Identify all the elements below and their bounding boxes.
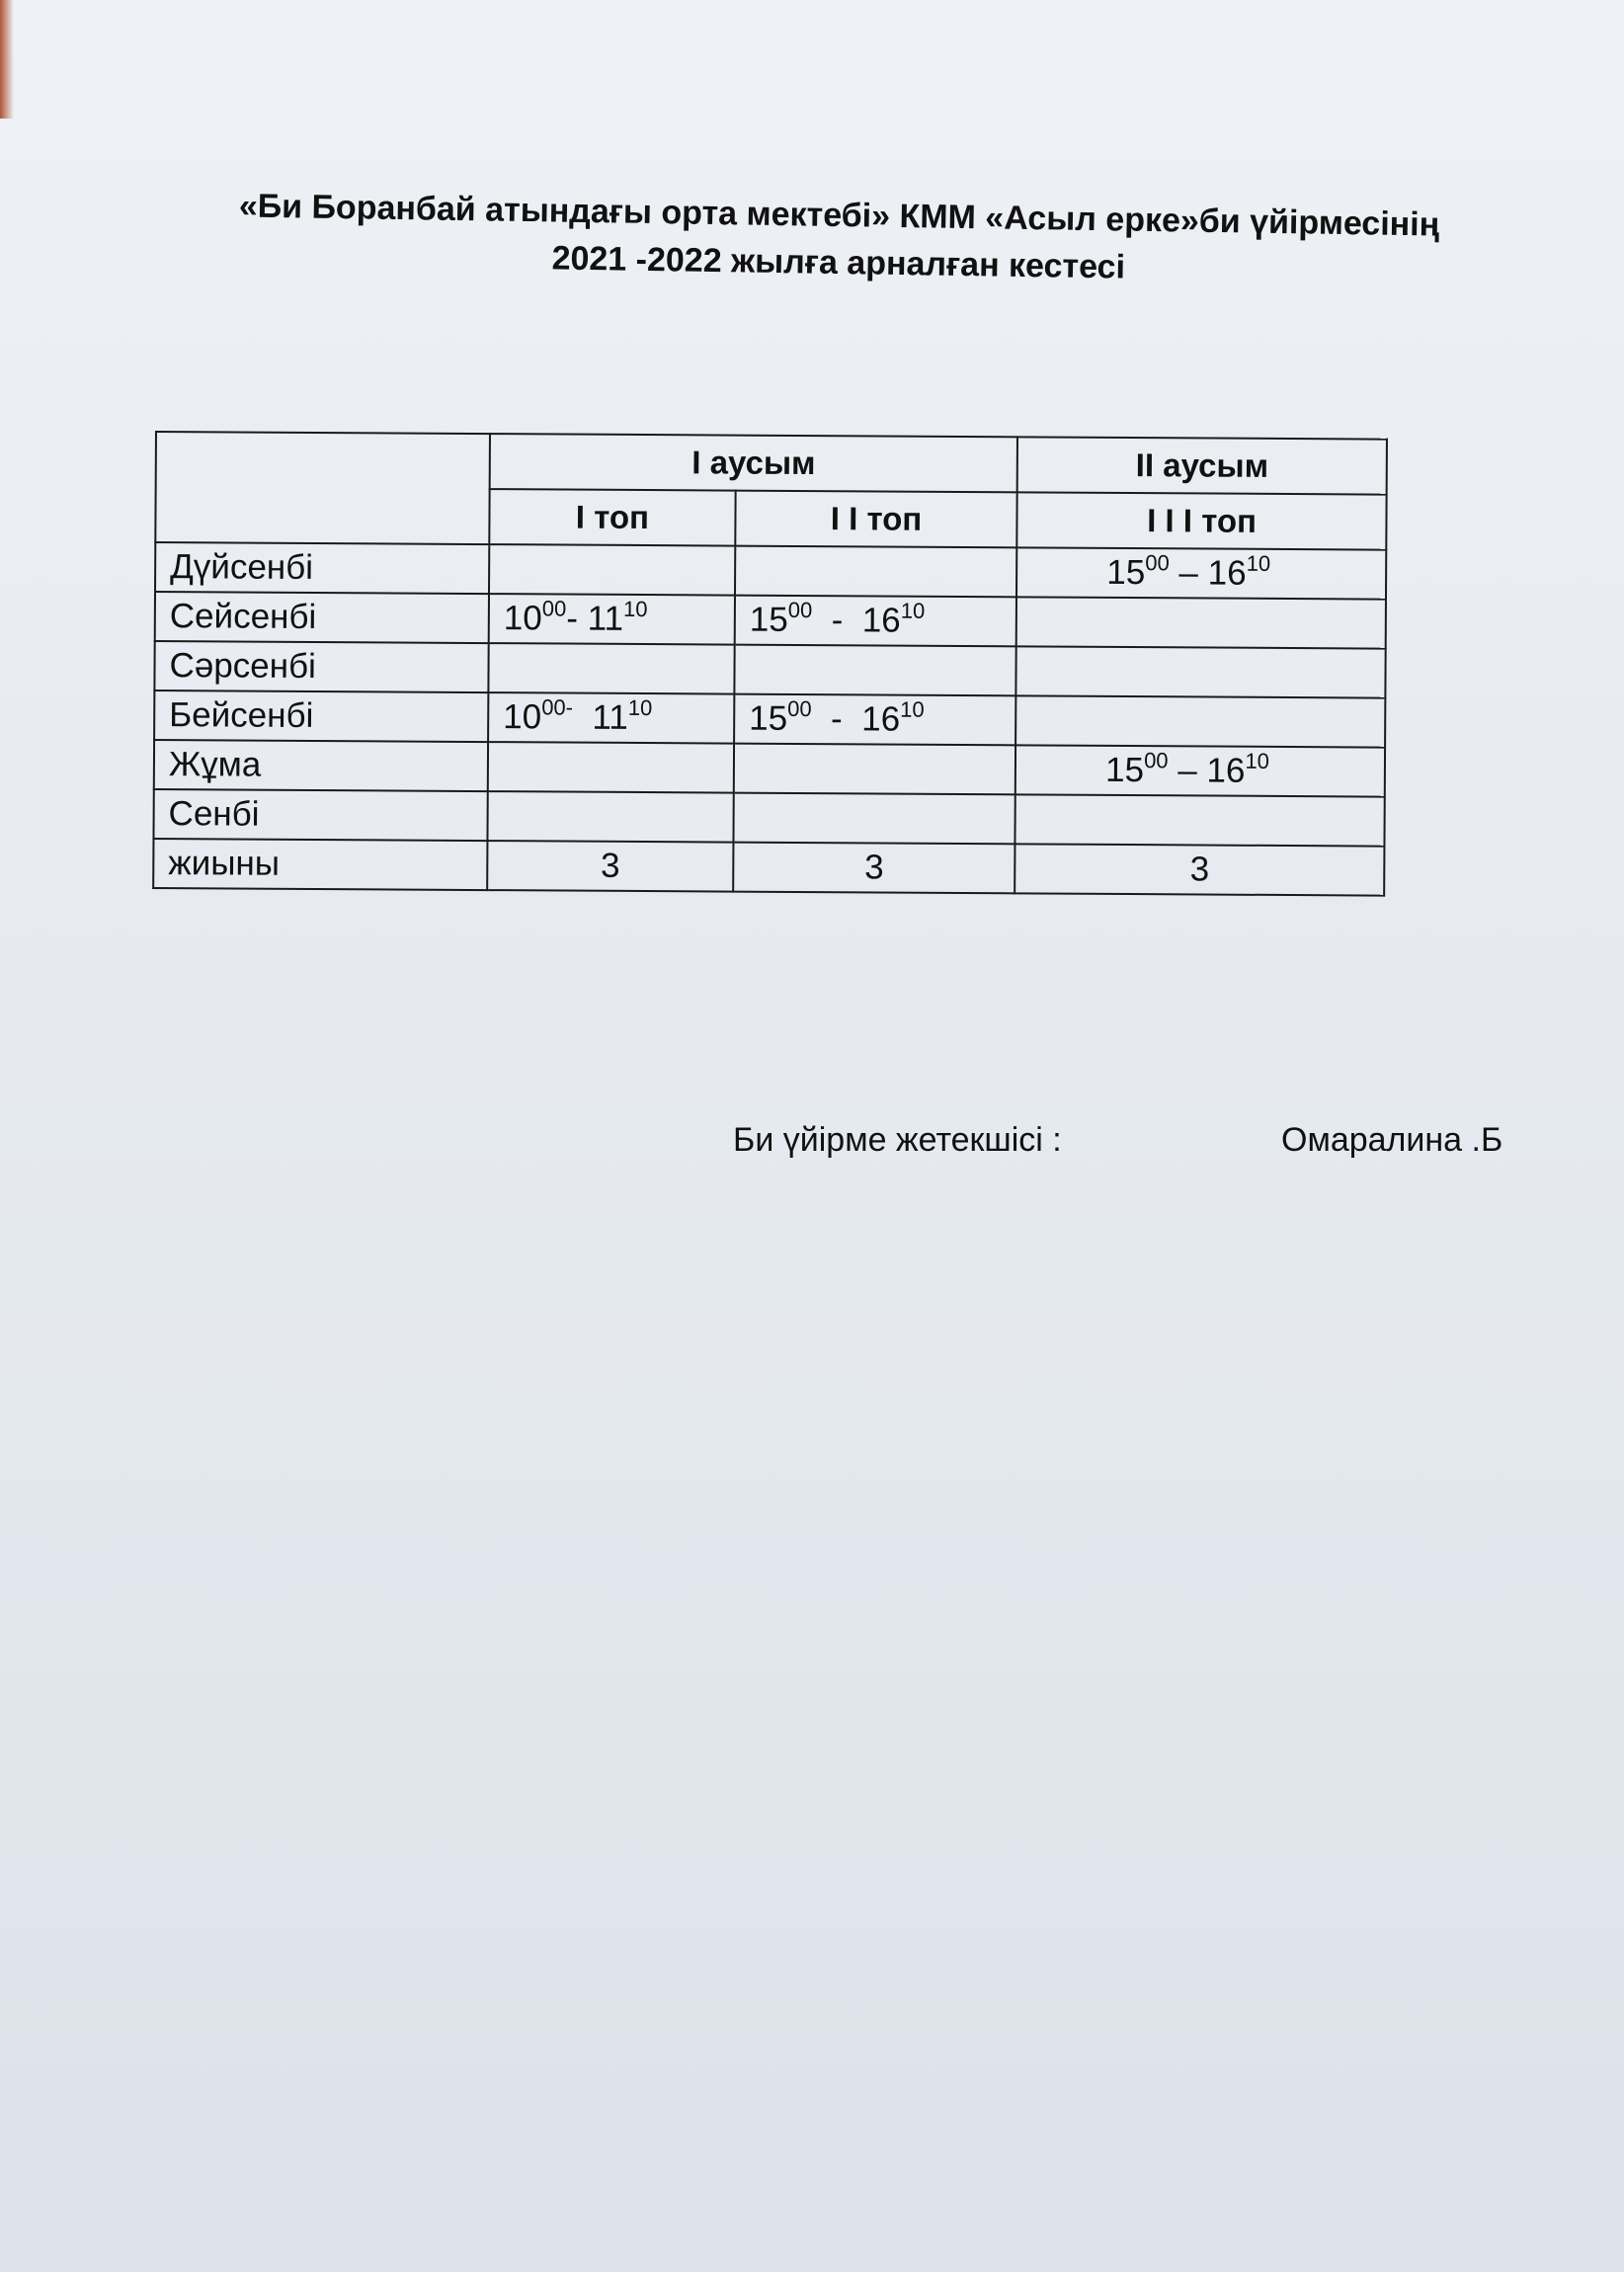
time-end-hour: 16 [861, 699, 901, 739]
schedule-rows [153, 542, 1386, 847]
header-shift-1: I аусым [490, 434, 1018, 492]
table-row [153, 789, 1384, 847]
time-end-minutes: 10 [627, 694, 653, 721]
day-name: Бейсенбі [154, 690, 488, 742]
time-start-minutes: 00 [541, 596, 567, 621]
table-row [154, 690, 1385, 748]
title-line-2: 2021 -2022 жылға арналған кестесі [551, 239, 1126, 286]
time-cell-group-2 [734, 744, 1016, 795]
time-cell-group-2 [735, 596, 1017, 647]
time-start-minutes: 00 [1144, 748, 1169, 773]
table-row [154, 740, 1385, 797]
leader-label: Би үйірме жетекшісі : [733, 1121, 1062, 1159]
header-empty-cell [155, 432, 490, 544]
table-header-row-1 [156, 432, 1387, 495]
time-start-minutes: 00 [787, 695, 812, 722]
header-group-2: I I топ [735, 491, 1017, 548]
time-cell-group-1 [488, 643, 734, 694]
time-cell-group-3 [1015, 794, 1385, 846]
time-separator [573, 698, 593, 737]
time-end-hour: 16 [861, 601, 901, 640]
time-start-hour: 10 [503, 599, 542, 638]
time-separator: - [812, 601, 862, 640]
header-group-3: I I I топ [1016, 492, 1386, 549]
time-cell-group-3 [1016, 547, 1386, 599]
document-title [146, 181, 1530, 297]
time-cell-group-3 [1015, 695, 1385, 747]
total-group-3: 3 [1015, 844, 1384, 895]
day-name: Сәрсенбі [154, 641, 488, 692]
time-cell-group-1 [489, 594, 735, 645]
time-separator: – [1169, 553, 1208, 593]
day-name: Сейсенбі [155, 592, 489, 643]
day-name: Сенбі [153, 789, 487, 841]
title-line-1: «Би Боранбай атындағы орта мектебі» КММ «Асыл ерке»би үйірмесінің [238, 187, 1440, 244]
time-cell-group-1 [488, 742, 734, 793]
time-start-hour: 15 [749, 600, 788, 639]
table-row [155, 542, 1386, 600]
time-cell-group-2 [735, 546, 1017, 598]
day-name: Жұма [154, 740, 488, 791]
time-cell-group-3 [1016, 597, 1386, 648]
time-start-hour: 15 [1105, 750, 1145, 790]
time-end-minutes: 10 [622, 596, 648, 622]
leader-name: Омаралина .Б [1281, 1121, 1503, 1159]
total-group-2: 3 [733, 843, 1015, 894]
time-start-minutes: 00- [541, 694, 574, 720]
time-end-minutes: 10 [1245, 748, 1270, 773]
time-end-minutes: 10 [900, 696, 925, 722]
table-row [154, 641, 1385, 698]
total-label: жиыны [153, 839, 487, 890]
time-cell-group-2 [734, 694, 1016, 746]
time-cell-group-3 [1016, 646, 1386, 697]
total-row [153, 839, 1384, 896]
time-start-hour: 10 [503, 697, 542, 737]
time-start-hour: 15 [749, 698, 788, 738]
time-start-minutes: 00 [1145, 550, 1170, 576]
time-separator: - [566, 599, 588, 638]
time-end-hour: 16 [1207, 553, 1247, 593]
time-cell-group-1 [487, 791, 733, 843]
time-end-hour: 11 [592, 697, 628, 737]
time-end-hour: 16 [1206, 751, 1246, 790]
time-cell-group-3 [1015, 745, 1385, 796]
time-separator: - [811, 699, 862, 739]
header-group-1: I топ [489, 489, 735, 546]
day-name: Дүйсенбі [155, 542, 489, 594]
time-separator: – [1168, 751, 1207, 790]
time-start-hour: 15 [1106, 552, 1146, 593]
total-group-1: 3 [487, 841, 733, 892]
time-start-minutes: 00 [787, 597, 813, 623]
time-end-hour: 11 [587, 599, 624, 638]
schedule-table [152, 431, 1388, 897]
time-cell-group-1 [489, 544, 735, 596]
header-shift-2: II аусым [1017, 437, 1387, 494]
page-edge-shadow [0, 0, 14, 119]
time-end-minutes: 10 [1246, 550, 1271, 576]
time-cell-group-2 [733, 793, 1015, 845]
time-cell-group-2 [734, 645, 1016, 696]
time-end-minutes: 10 [900, 598, 926, 623]
time-cell-group-1 [488, 692, 734, 744]
table-row [155, 592, 1386, 649]
